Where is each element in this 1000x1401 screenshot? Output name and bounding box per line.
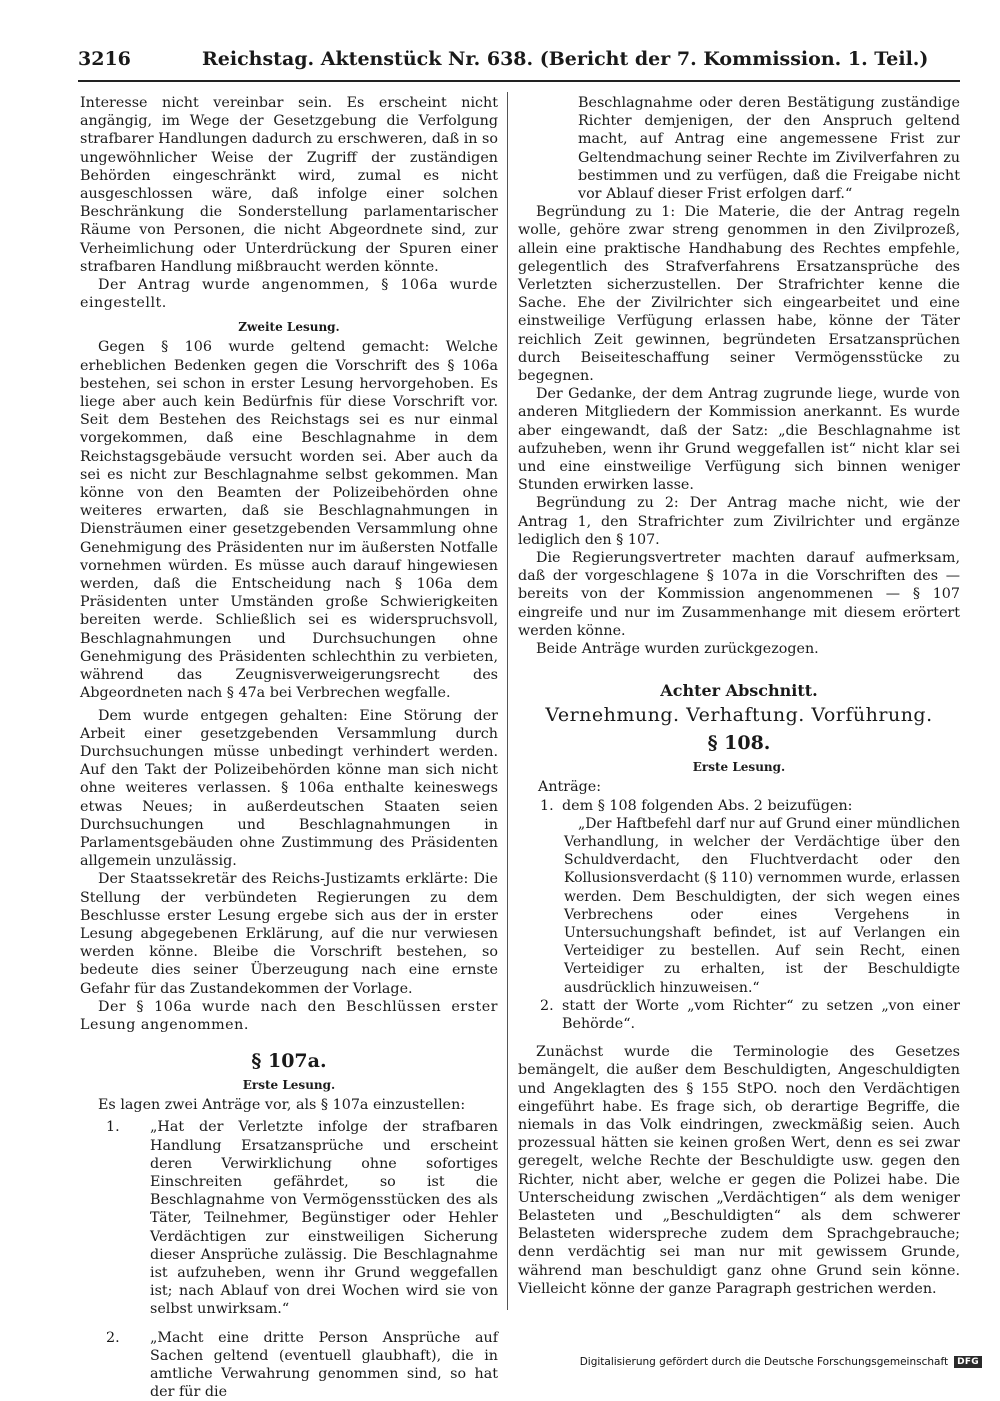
paragraph: Der Gedanke, der dem Antrag zugrunde liege, wurde von anderen Mitgliedern der Kommission anerkannt. Es wurde aber eingewandt, daß der Satz: „die Beschlagnahme ist aufzuheben, wenn ihr Grund weggefallen ist“ nicht klar sei und eine einstweilige Verfügung sich binnen weniger Stunden erwirken lasse. (518, 386, 960, 494)
list-number: 1. (106, 1119, 120, 1136)
heading-paragraph-107a: § 107a. (251, 1050, 327, 1073)
running-title: Reichstag. Aktenstück Nr. 638. (Bericht der 7. Kommission. 1. Teil.) (202, 48, 929, 70)
page-header (78, 48, 960, 76)
list-item (518, 997, 960, 1033)
paragraph: Beide Anträge wurden zurückgezogen. (536, 641, 819, 658)
footer-text: Digitalisierung gefördert durch die Deutsche Forschungsgemeinschaft (579, 1356, 949, 1368)
heading-erste-lesung: Erste Lesung. (692, 760, 786, 775)
paragraph: Der Antrag wurde angenommen, § 106a wurde eingestellt. (80, 277, 498, 312)
dfg-logo-icon: DFG (954, 1356, 982, 1368)
paragraph: Beschlagnahme oder deren Bestätigung zuständige Richter demjenigen, der den Anspruch geltend macht, auf Antrag eine angemessene Frist zur Geltendmachung seiner Rechte im Zivilverfahren zu bestimmen und zu verfügen, daß die Freigabe nicht vor Ablauf dieser Frist erfolgen darf.“ (578, 95, 960, 203)
paragraph: Interesse nicht vereinbar sein. Es erscheint nicht angängig, im Wege der Gesetzgebung die Verfolgung strafbarer Handlungen dadurch zu erschweren, daß in so ungewöhnlicher Weise der Zugriff der zuständigen Behörden eingeschränkt wird, zumal es nicht ausgeschlossen wäre, daß infolge einer solchen Beschränkung die Sonderstellung parlamentarischer Räume von Personen, die nicht Abgeordnete sind, zur Verheimlichung oder Unterdrückung der Spuren einer strafbaren Handlung mißbraucht werden könnte. (80, 95, 498, 275)
heading-zweite-lesung: Zweite Lesung. (238, 320, 340, 335)
list-number: 2. (106, 1329, 120, 1346)
heading-achter-abschnitt: Achter Abschnitt. (660, 681, 818, 701)
list-item (80, 1329, 498, 1401)
paragraph: Dem wurde entgegen gehalten: Eine Störung der Arbeit einer gesetzgebenden Versammlung durch Durchsuchungen müsse unbedingt verhindert werden. Auf den Takt der Polizeibehörden könne man sich nicht ohne weiteres verlassen. § 106a enthalte keineswegs etwas Neues; in außerdeutschen Staaten seien Durchsuchungen und Beschlagnahmungen in Parlamentsgebäuden ohne Zustimmung des Präsidenten allgemein unzulässig. (80, 707, 498, 870)
paragraph: Es lagen zwei Anträge vor, als § 107a einzustellen: (98, 1097, 466, 1114)
list-text: dem § 108 folgenden Abs. 2 beizufügen: (562, 797, 853, 814)
list-text: „Macht eine dritte Person Ansprüche auf Sachen geltend (eventuell glaubhaft), die in amtliche Verwahrung genommen sind, so hat der für die (150, 1329, 498, 1401)
heading-paragraph-108: § 108. (707, 732, 771, 755)
list-item (518, 797, 960, 815)
digitization-footer (580, 1356, 982, 1368)
list-number: 1. (540, 797, 554, 814)
paragraph: Gegen § 106 wurde geltend gemacht: Welche erheblichen Bedenken gegen die Vorschrift des § 106a bestehen, sei schon in erster Lesung hervorgehoben. Es liege aber auch kein Bedürfnis für diese Vorschrift vor. Seit dem Bestehen des Reichstags sei es nur einmal vorgekommen, daß eine Beschlagnahme in dem Reichstagsgebäude versucht worden sei. Aber auch da sei es nicht zur Beschlagnahme selbst gekommen. Man könne von den Beamten der Polizeibehörden ohne weiteres erwarten, daß sie Beschlagnahmungen in Diensträumen einer gesetzgebenden Versammlung ohne Genehmigung des Präsidenten nur im äußersten Notfalle vornehmen würden. Es müsse auch darauf hingewiesen werden, daß die Entscheidung nach § 106a dem Präsidenten unter Umständen große Schwierigkeiten bereiten werde. Schließlich sei es widerspruchsvoll, Beschlagnahmungen und Durchsuchungen ohne Genehmigung des Präsidenten schlechthin zu verbieten, während das Zeugnisverweigerungsrecht des Abgeordneten nach § 47a bei Verbrechen wegfalle. (80, 339, 498, 702)
header-rule (78, 80, 960, 82)
paragraph: Begründung zu 1: Die Materie, die der Antrag regeln wolle, gehöre zwar streng genommen in den Zivilprozeß, allein eine praktische Handhabung des Rechtes empfehle, gelegentlich des Strafverfahrens Ersatzansprüche des Verletzten sicherzustellen. Der Strafrichter kenne die Sache. Ehe der Zivilrichter sich eingearbeitet und eine einstweilige Verfügung erlassen habe, könne der Täter reichlich Zeit gewinnen, begründeten Ersatzansprüchen durch Beiseiteschaffung seiner Vermögensstücke zu begegnen. (518, 204, 960, 385)
column-divider (507, 92, 508, 1310)
antraege-label: Anträge: (538, 779, 602, 796)
paragraph: Der Staatssekretär des Reichs-Justizamts erklärte: Die Stellung der verbündeten Regierungen zu dem Beschlusse erster Lesung ergebe sich aus der in erster Lesung abgegebenen Erklärung, auf die nur verwiesen werden könne. Bleibe die Vorschrift bestehen, so bedeute dies seiner Überzeugung nach eine ernste Gefahr für das Zustandekommen der Vorlage. (80, 871, 498, 997)
left-column (80, 94, 498, 1401)
paragraph: Der § 106a wurde nach den Beschlüssen erster Lesung angenommen. (80, 998, 498, 1033)
heading-erste-lesung: Erste Lesung. (242, 1078, 336, 1093)
list-text: statt der Worte „vom Richter“ zu setzen „von einer Behörde“. (562, 997, 960, 1032)
quote-block: „Der Haftbefehl darf nur auf Grund einer mündlichen Verhandlung, in welcher der Verdächtige über den Schuldverdacht, den Fluchtverdacht oder den Kollusionsverdacht (§ 110) vernommen wurde, erlassen werden. Dem Beschuldigten, der sich wegen eines Verbrechens oder eines Vergehens in Untersuchungshaft befindet, ist auf Verlangen ein Verteidiger zu bestellen. Auf sein Recht, einen Verteidiger zu erhalten, ist der Beschuldigte ausdrücklich hinzuweisen.“ (564, 815, 960, 996)
right-column (518, 94, 960, 1298)
heading-section-subtitle: Vernehmung. Verhaftung. Vorführung. (545, 704, 933, 727)
list-item (80, 1118, 498, 1318)
paragraph: Die Regierungsvertreter machten darauf aufmerksam, daß der vorgeschlagene § 107a in die Vorschriften des — bereits von der Kommission angenommenen — § 107 eingreife und nur im Zusammenhange mit diesem erörtert werden könne. (518, 550, 960, 639)
paragraph: Begründung zu 2: Der Antrag mache nicht, wie der Antrag 1, den Strafrichter zum Zivilrichter und ergänze lediglich den § 107. (518, 495, 960, 548)
paragraph: Zunächst wurde die Terminologie des Gesetzes bemängelt, die außer dem Beschuldigten, Angeschuldigten und Angeklagten des § 155 StPO. noch den Verdächtigen eingeführt habe. Es frage sich, ob derartige Begriffe, die niemals in das Volk eindringen, zweckmäßig seien. Auch prozessual hätten sie keinen großen Wert, denn es sei zwar geregelt, welche Rechte der Beschuldigte usw. gegen den Richter, nicht aber, welche er gegen die Polizei habe. Die Unterscheidung zwischen „Verdächtigen“ als dem weniger Belasteten und „Beschuldigten“ als dem schwerer Belasteten widerspreche zudem dem Sprachgebrauche; denn verdächtig sei man nur mit gewissem Grunde, während man beschuldigt ganz ohne Grund sein könne. Vielleicht könne der ganze Paragraph gestrichen werden. (518, 1044, 960, 1297)
page-number: 3216 (78, 48, 131, 70)
list-text: „Hat der Verletzte infolge der strafbaren Handlung Ersatzansprüche und erscheint deren Verwirklichung ohne sofortiges Einschreiten gefährdet, so ist die Beschlagnahme von Vermögensstücken des als Täter, Teilnehmer, Begünstiger oder Hehler Verdächtigen zur einstweiligen Sicherung dieser Ansprüche zulässig. Die Beschlagnahme ist aufzuheben, wenn ihr Grund weggefallen ist; nach Ablauf von drei Wochen wird sie von selbst unwirksam.“ (150, 1119, 498, 1318)
list-number: 2. (540, 997, 554, 1014)
